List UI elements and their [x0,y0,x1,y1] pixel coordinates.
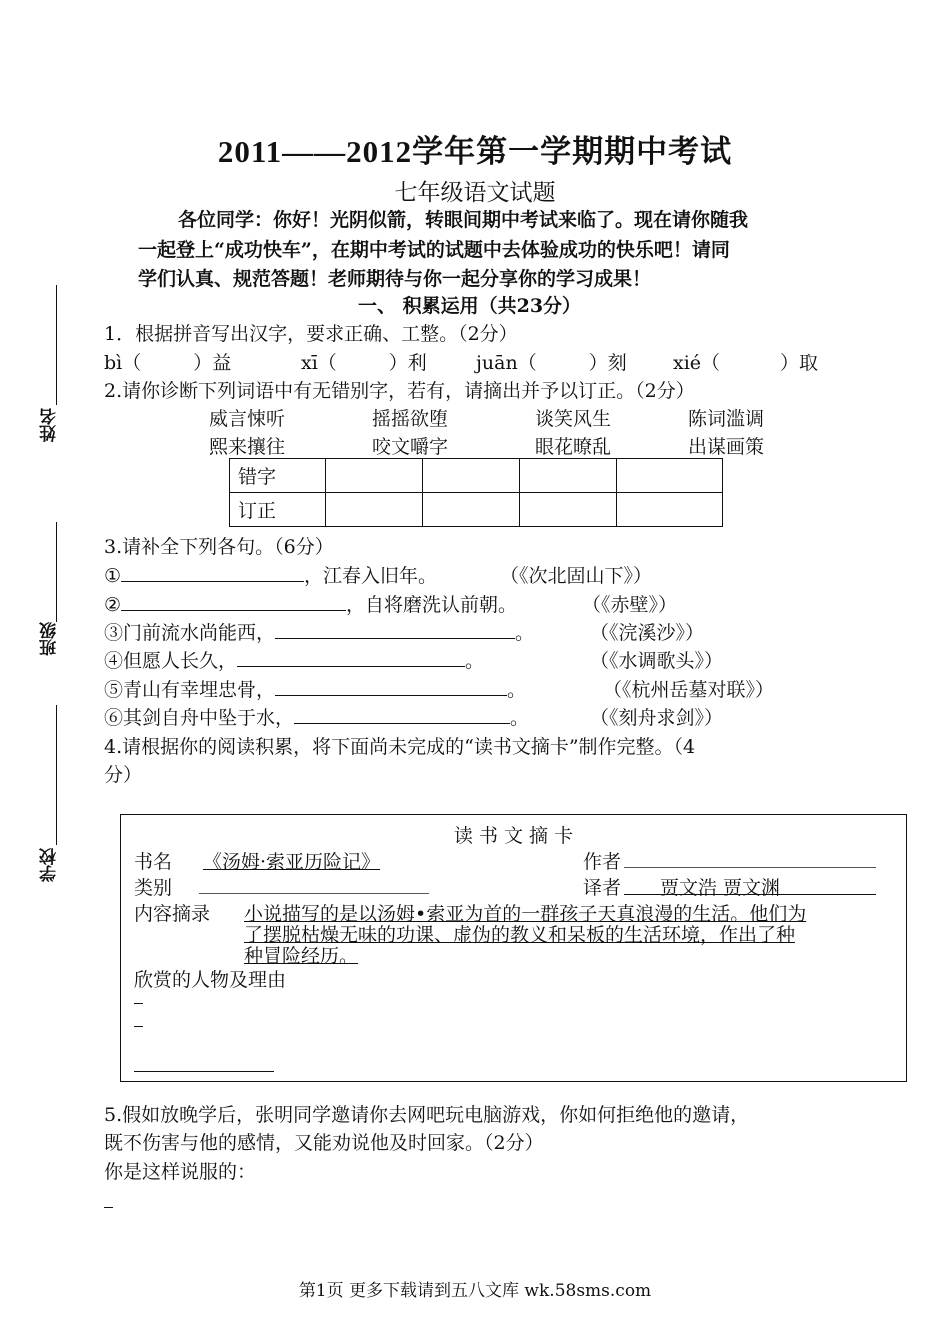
q2-word: 谈笑风生 [535,408,612,430]
answer-cell[interactable] [617,459,723,493]
card-translator-label: 译者 [583,877,622,899]
q3-post: 。 [465,650,485,672]
q2-word: 熙来攘往 [209,436,286,458]
q3-blank-4[interactable] [237,648,465,667]
table-row-label: 订正 [230,493,326,527]
q3-source-4: （《水调歌头》） [590,650,724,672]
q3-pre: ① [104,565,122,587]
q3-source-1: （《次北固山下》） [500,565,653,587]
page-footer: 第1页 更多下载请到五八文库 wk.58sms.com [298,1281,652,1301]
q2-word: 眼花暸乱 [535,436,612,458]
q5-line-1: 5.假如放晚学后，张明同学邀请你去网吧玩电脑游戏，你如何拒绝他的邀请， [104,1104,750,1126]
q2-word: 摇摇欲堕 [372,408,449,430]
q3-post: ，江春入旧年。 [304,565,438,587]
q1-pinyin-2: xī（ [301,352,337,374]
q3-line-6 [104,703,529,730]
answer-cell[interactable] [326,459,423,493]
q1-item-1 [104,348,231,375]
q1-item-2 [301,348,427,375]
q1-item-4 [673,348,818,375]
q1-stem: 1．根据拼音写出汉字，要求正确、工整。（2分） [104,323,518,345]
class-line [56,522,57,622]
q3-line-1 [104,561,437,588]
q3-blank-1[interactable] [121,563,304,582]
q3-source-3: （《浣溪沙》） [590,622,705,644]
q3-post: ，自将磨洗认前朝。 [346,594,518,616]
card-appreciation-label: 欣赏的人物及理由 [134,969,287,991]
answer-line[interactable] [134,1026,143,1027]
q2-stem: 2.请你诊断下列词语中有无错别字，若有，请摘出并予以订正。（2分） [104,380,695,402]
q1-close-1: ）益 [193,352,232,374]
answer-cell[interactable] [326,493,423,527]
q2-word: 出谋画策 [688,436,765,458]
q3-pre: ② [104,594,122,616]
q3-post: 。 [515,622,535,644]
school-label: 学校 [40,848,60,882]
q1-close-3: ）刻 [588,352,627,374]
q3-blank-2[interactable] [121,592,346,611]
table-row [230,459,723,493]
intro-line-2: 一起登上“成功快车”，在期中考试的试题中去体验成功的快乐吧！请同 [138,239,730,261]
answer-line[interactable] [134,1003,143,1004]
q5-answer-line[interactable] [104,1207,113,1208]
q3-stem: 3.请补全下列各句。（6分） [104,536,334,558]
card-translator-value[interactable]: 贾文浩 贾文渊 [624,873,876,895]
q2-answer-table [229,458,723,527]
reading-card [120,814,907,1082]
exam-subtitle: 七年级语文试题 [394,180,556,206]
q3-source-6: （《刻舟求剑》） [590,707,724,729]
q4-stem-2: 分） [104,764,143,786]
answer-cell[interactable] [520,459,617,493]
card-summary-label: 内容摘录 [134,903,211,925]
name-label: 姓名 [40,408,60,442]
q3-line-5 [104,675,526,702]
q5-line-2: 既不伤害与他的感情，又能劝说他及时回家。（2分） [104,1132,544,1154]
q3-blank-3[interactable] [275,620,515,639]
q1-pinyin-1: bì（ [104,352,142,374]
q1-item-3 [476,348,627,375]
card-category-label: 类别 [134,877,173,899]
q3-source-2: （《赤壁》） [582,594,678,616]
q3-blank-6[interactable] [294,705,510,724]
answer-cell[interactable] [520,493,617,527]
answer-cell[interactable] [423,459,520,493]
q2-word: 陈词滥调 [688,408,765,430]
answer-cell[interactable] [617,493,723,527]
q3-pre: ③门前流水尚能西， [104,622,276,644]
q1-pinyin-4: xié（ [673,352,721,374]
school-line [56,705,57,845]
q4-stem-1: 4.请根据你的阅读积累，将下面尚未完成的“读书文摘卡”制作完整。（4 [104,736,696,758]
q3-blank-5[interactable] [275,677,507,696]
q3-line-4 [104,646,484,673]
name-line [56,285,57,405]
table-row [230,493,723,527]
card-book-value[interactable]: 《汤姆·索亚历险记》 [203,851,381,873]
q3-post: 。 [507,679,527,701]
intro-line-3: 学们认真、规范答题！老师期待与你一起分享你的学习成果！ [138,268,652,290]
card-book-label: 书名 [134,851,173,873]
q3-pre: ④但愿人长久， [104,650,238,672]
q3-source-5: （《杭州岳墓对联》） [603,679,775,701]
answer-line[interactable] [134,1071,274,1072]
card-author-label: 作者 [583,851,622,873]
card-category-field[interactable] [199,893,429,894]
q5-line-3: 你是这样说服的： [104,1161,257,1183]
q3-post: 。 [510,707,530,729]
q1-close-2: ）利 [388,352,427,374]
card-author-field[interactable] [624,867,876,868]
q2-word: 威言悚听 [209,408,286,430]
q2-word: 咬文嚼字 [372,436,449,458]
table-row-label: 错字 [230,459,326,493]
card-title: 读 书 文 摘 卡 [453,825,574,847]
card-summary-line-2: 了摆脱枯燥无味的功课、虚伪的教义和呆板的生活环境，作出了种 [244,924,796,946]
card-summary-line-3: 种冒险经历。 [244,945,359,967]
q3-pre: ⑥其剑自舟中坠于水， [104,707,295,729]
q3-pre: ⑤青山有幸埋忠骨， [104,679,276,701]
class-label: 班级 [40,622,60,656]
intro-line-1: 各位同学：你好！光阴似箭，转眼间期中考试来临了。现在请你随我 [178,209,749,231]
exam-title: 2011——2012学年第一学期期中考试 [217,134,733,169]
q1-close-4: ）取 [780,352,819,374]
q3-line-2 [104,590,517,617]
answer-cell[interactable] [423,493,520,527]
section-heading: 一、 积累运用（共23分） [358,295,582,317]
q3-line-3 [104,618,534,645]
card-summary-line-1: 小说描写的是以汤姆•索亚为首的一群孩子天真浪漫的生活。他们为 [244,903,807,925]
q1-pinyin-3: juān（ [476,352,537,374]
